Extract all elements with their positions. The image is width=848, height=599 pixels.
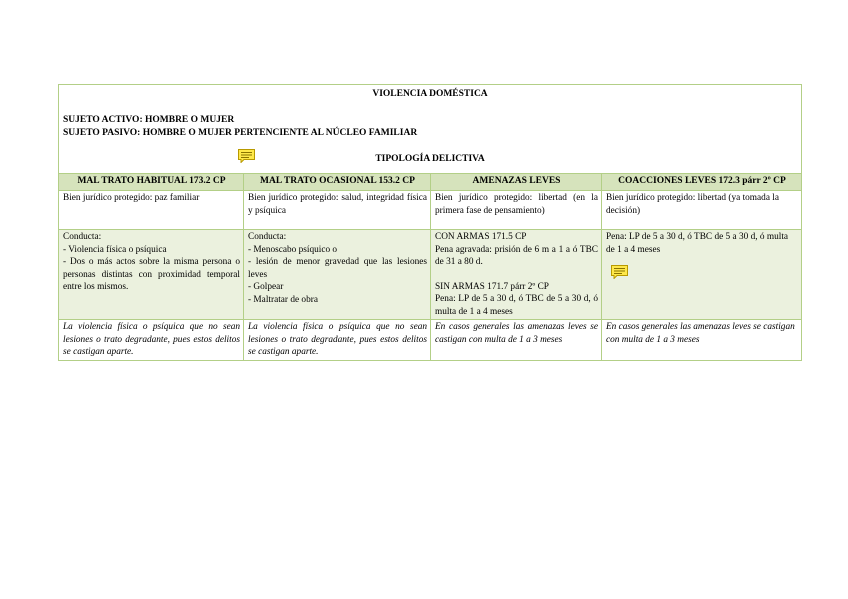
bien-juridico-cell: Bien jurídico protegido: paz familiar bbox=[59, 191, 244, 230]
column-header-coacciones: COACCIONES LEVES 172.3 párr 2º CP bbox=[602, 174, 802, 191]
column-header-amenazas: AMENAZAS LEVES bbox=[431, 174, 602, 191]
conducta-cell bbox=[59, 230, 244, 320]
conducta-line: - Maltratar de obra bbox=[248, 294, 318, 305]
bien-juridico-cell: Bien jurídico protegido: salud, integridad física y psíquica bbox=[244, 191, 431, 230]
pena-sin-armas: Pena: LP de 5 a 30 d, ó TBC de 5 a 30 d, ó multa de 1 a 4 meses bbox=[435, 294, 598, 317]
column-header-habitual: MAL TRATO HABITUAL 173.2 CP bbox=[59, 174, 244, 191]
note-cell: En casos generales las amenazas leves se castigan con multa de 1 a 3 meses bbox=[602, 320, 802, 361]
sujeto-pasivo: SUJETO PASIVO: HOMBRE O MUJER PERTENCIENTE AL NÚCLEO FAMILIAR bbox=[63, 128, 418, 138]
conducta-line: - Menoscabo psíquico o bbox=[248, 244, 338, 255]
conducta-line: - Violencia física o psíquica bbox=[63, 244, 167, 255]
sujeto-activo: SUJETO ACTIVO: HOMBRE O MUJER bbox=[63, 115, 235, 125]
coacciones-pena: Pena: LP de 5 a 30 d, ó TBC de 5 a 30 d, ó multa de 1 a 4 meses bbox=[606, 232, 789, 255]
bien-juridico-cell: Bien jurídico protegido: libertad (en la primera fase de pensamiento) bbox=[431, 191, 602, 230]
note-cell: En casos generales las amenazas leves se castigan con multa de 1 a 3 meses bbox=[431, 320, 602, 361]
table-row bbox=[59, 320, 802, 361]
conducta-line: - Dos o más actos sobre la misma persona o personas distintas con proximidad temporal entre los mismos. bbox=[63, 257, 240, 292]
table-header-cell bbox=[59, 85, 802, 174]
amenazas-cell bbox=[431, 230, 602, 320]
bien-juridico-cell: Bien jurídico protegido: libertad (ya tomada la decisión) bbox=[602, 191, 802, 230]
conducta-heading: Conducta: bbox=[248, 232, 287, 242]
pena-agravada: Pena agravada: prisión de 6 m a 1 a ó TBC de 31 a 80 d. bbox=[435, 244, 598, 267]
conducta-heading: Conducta: bbox=[63, 232, 102, 242]
conducta-line: - lesión de menor gravedad que las lesiones leves bbox=[248, 257, 427, 280]
note-cell: La violencia física o psíquica que no sean lesiones o trato degradante, pues estos delitos se castigan aparte. bbox=[244, 320, 431, 361]
con-armas-label: CON ARMAS 171.5 CP bbox=[435, 232, 527, 242]
column-header-ocasional: MAL TRATO OCASIONAL 153.2 CP bbox=[244, 174, 431, 191]
sin-armas-label: SIN ARMAS 171.7 párr 2º CP bbox=[435, 281, 549, 292]
conducta-cell bbox=[244, 230, 431, 320]
tipologia-heading: TIPOLOGÍA DELICTIVA bbox=[375, 154, 485, 164]
conducta-line: - Golpear bbox=[248, 282, 284, 292]
coacciones-cell bbox=[602, 230, 802, 320]
note-cell: La violencia física o psíquica que no sean lesiones o trato degradante, pues estos delitos se castigan aparte. bbox=[59, 320, 244, 361]
violencia-domestica-table bbox=[58, 84, 802, 361]
comment-note-icon[interactable] bbox=[611, 265, 628, 279]
table-row bbox=[59, 230, 802, 320]
document-title: VIOLENCIA DOMÉSTICA bbox=[372, 89, 488, 99]
table-row bbox=[59, 191, 802, 230]
